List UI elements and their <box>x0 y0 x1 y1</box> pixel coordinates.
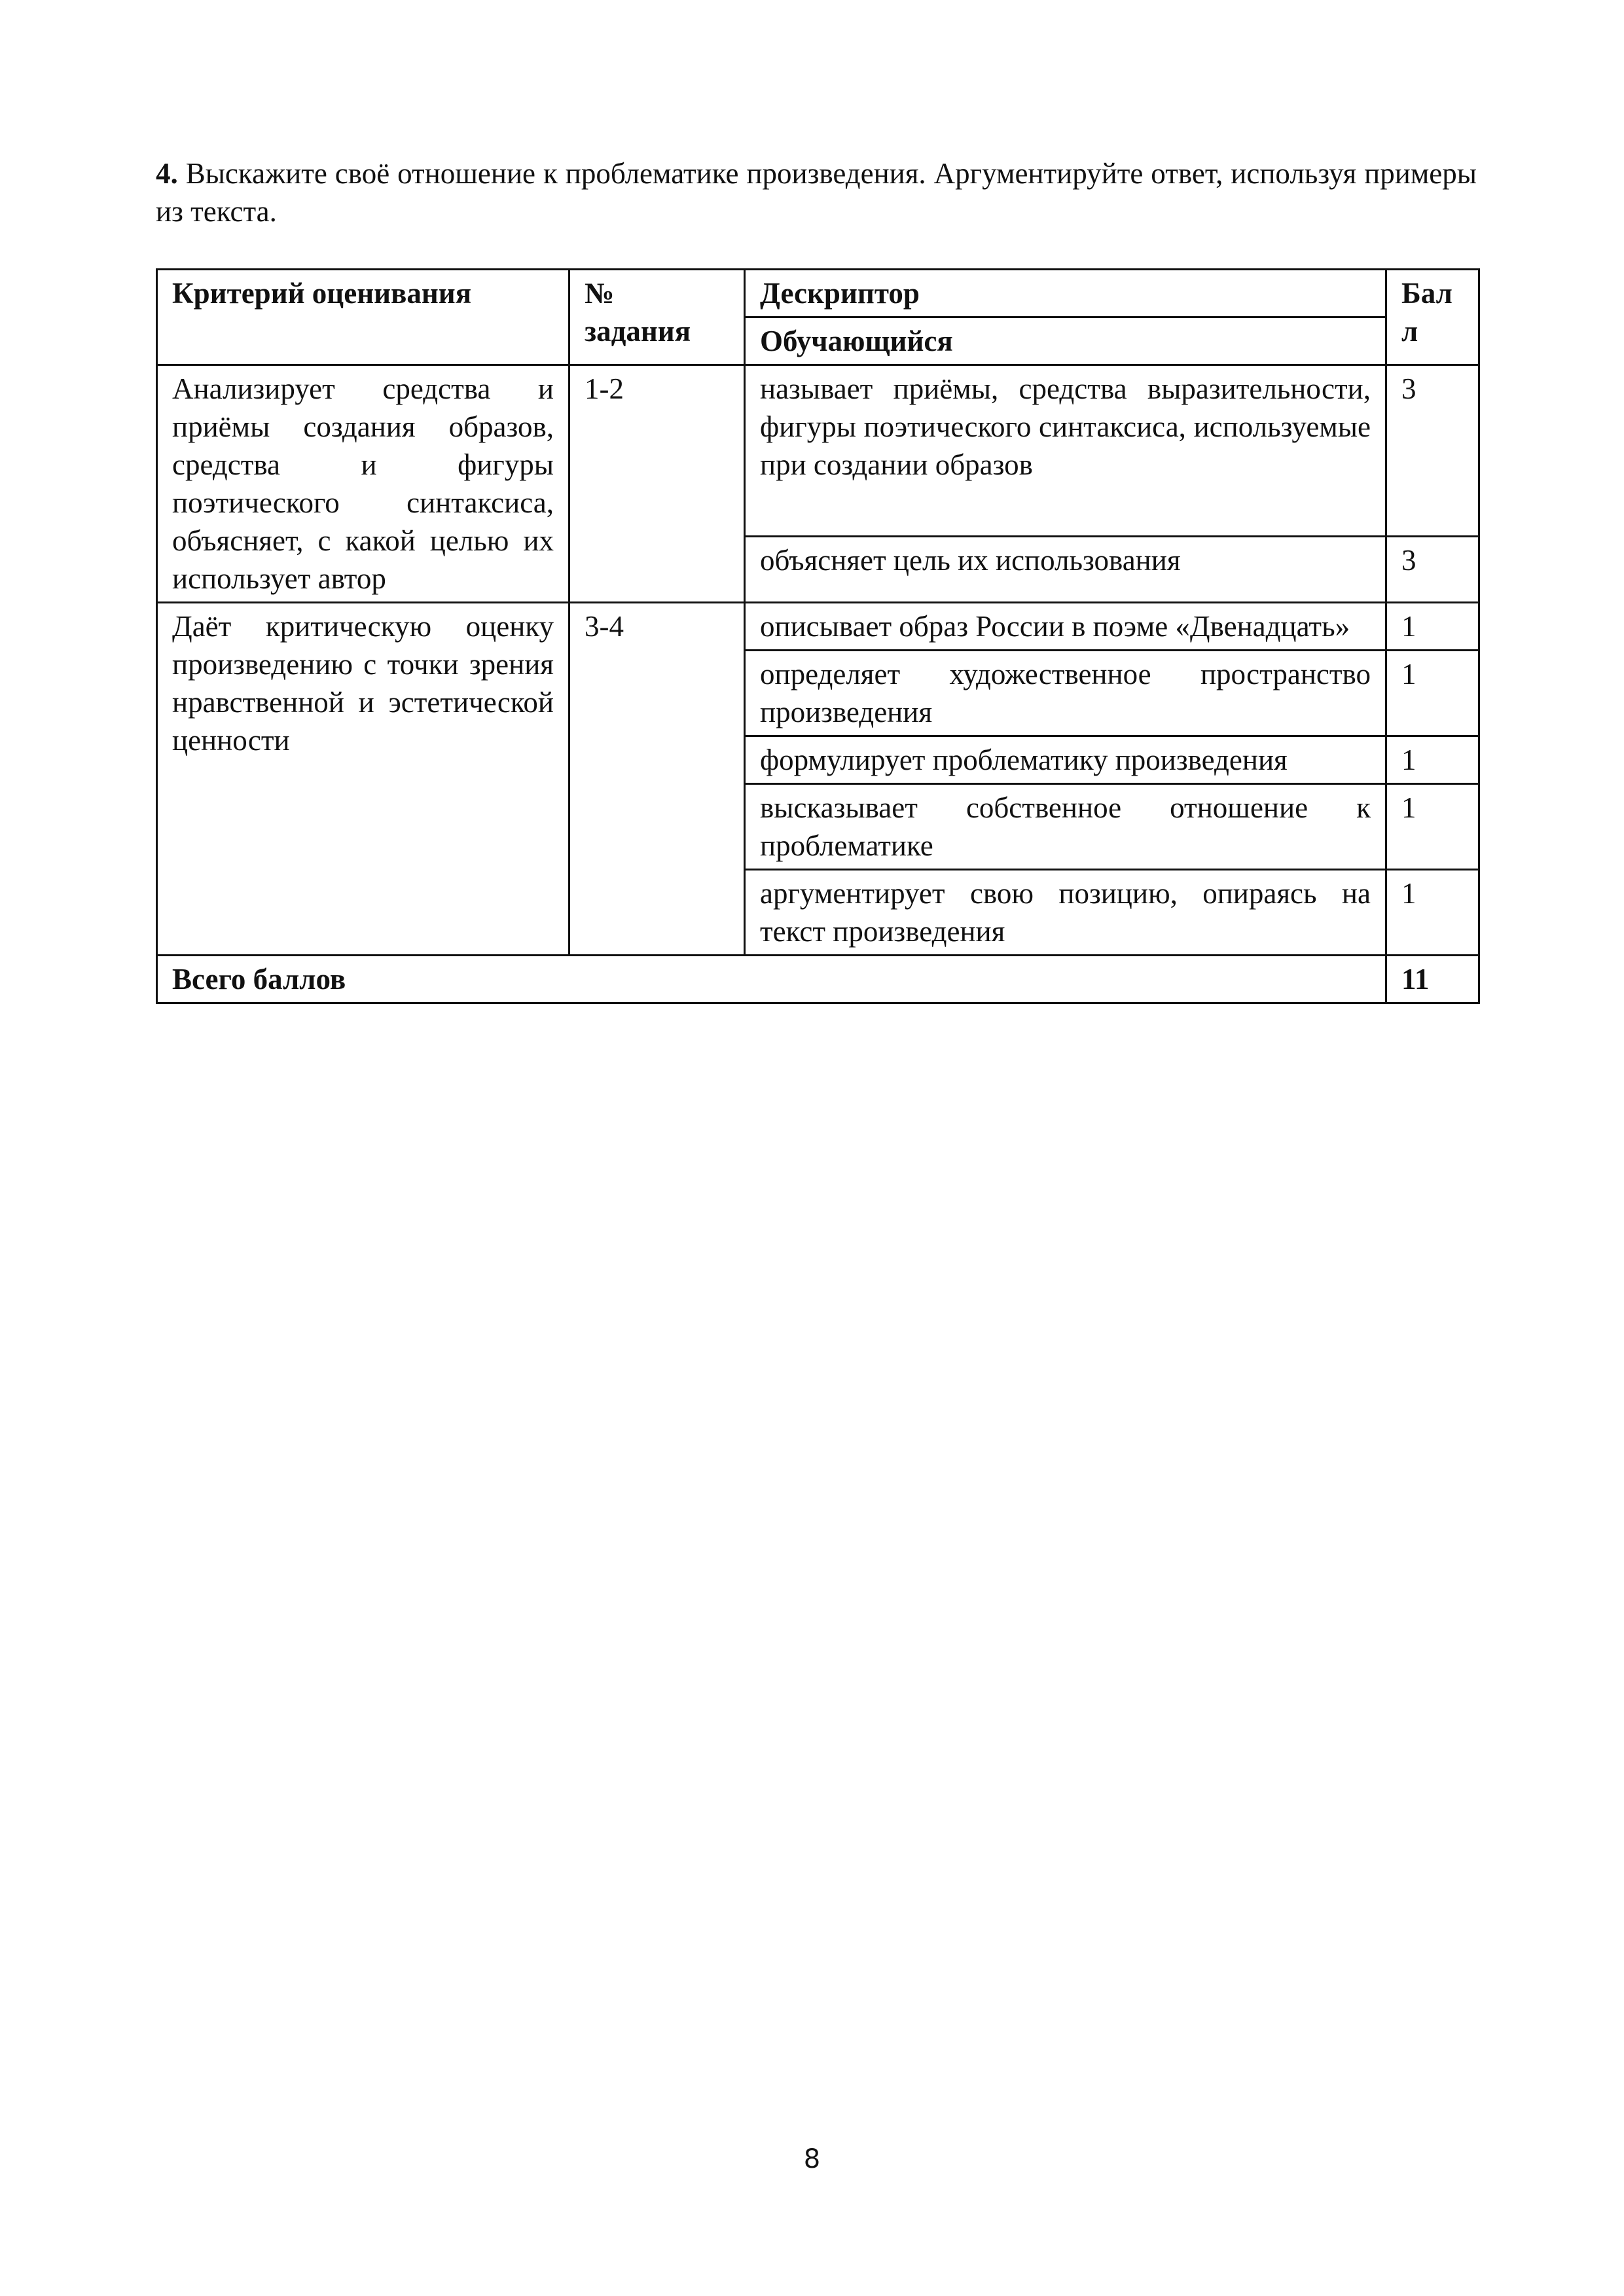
score-cell: 1 <box>1386 603 1479 651</box>
score-cell: 3 <box>1386 536 1479 602</box>
table-row <box>157 365 1479 537</box>
criterion-cell: Даёт критическую оценку произведению с точки зрения нравственной и эстетической ценности <box>157 603 569 956</box>
task-number-cell: 3-4 <box>569 603 745 956</box>
task-statement <box>156 154 1477 230</box>
task-number-cell: 1-2 <box>569 365 745 603</box>
header-criterion: Критерий оценивания <box>157 270 569 365</box>
score-cell: 1 <box>1386 736 1479 784</box>
descriptor-cell: объясняет цель их использования <box>745 536 1386 602</box>
header-row <box>157 270 1479 317</box>
score-cell: 3 <box>1386 365 1479 537</box>
header-score: Балл <box>1386 270 1479 365</box>
descriptor-cell: формулирует проблематику произведения <box>745 736 1386 784</box>
score-cell: 1 <box>1386 870 1479 956</box>
descriptor-cell: аргументирует свою позицию, опираясь на текст произведения <box>745 870 1386 956</box>
total-label: Всего баллов <box>157 956 1386 1003</box>
descriptor-cell: определяет художественное пространство произведения <box>745 651 1386 736</box>
task-text: Выскажите своё отношение к проблематике произведения. Аргументируйте ответ, используя примеры из текста. <box>156 157 1477 228</box>
score-cell: 1 <box>1386 784 1479 870</box>
assessment-rubric-table <box>156 268 1480 1004</box>
task-number: 4. <box>156 157 178 190</box>
table-row <box>157 603 1479 651</box>
total-row <box>157 956 1479 1003</box>
criterion-cell: Анализирует средства и приёмы создания образов, средства и фигуры поэтического синтаксиса, объясняет, с какой целью их использует автор <box>157 365 569 603</box>
score-cell: 1 <box>1386 651 1479 736</box>
descriptor-cell: высказывает собственное отношение к проблематике <box>745 784 1386 870</box>
header-descriptor-sub: Обучающийся <box>745 317 1386 365</box>
descriptor-cell: описывает образ России в поэме «Двенадцать» <box>745 603 1386 651</box>
page-number: 8 <box>803 2144 821 2174</box>
header-task-number: № задания <box>569 270 745 365</box>
header-descriptor: Дескриптор <box>745 270 1386 317</box>
total-score: 11 <box>1386 956 1479 1003</box>
descriptor-cell: называет приёмы, средства выразительности, фигуры поэтического синтаксиса, используемые при создании образов <box>745 365 1386 537</box>
